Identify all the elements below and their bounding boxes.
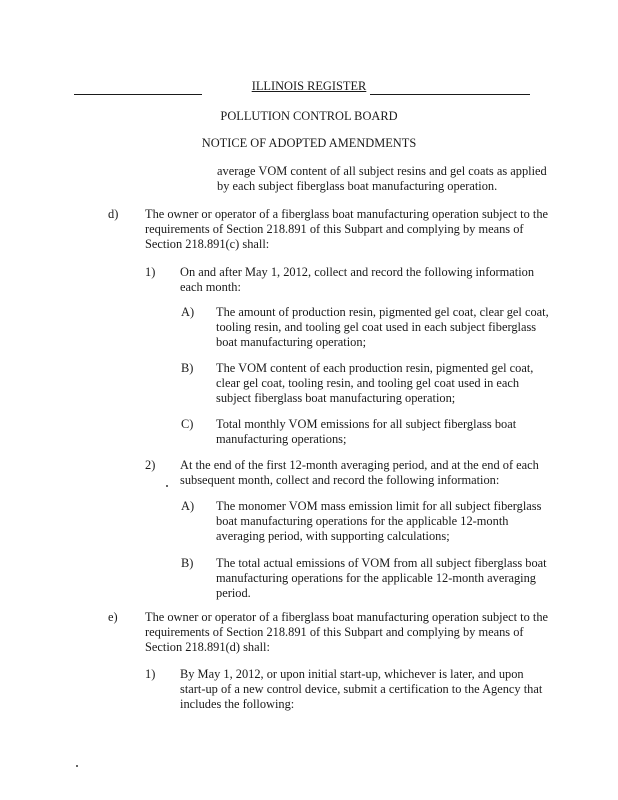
subitem-text: manufacturing operations for the applicable 12-month averaging bbox=[216, 571, 536, 585]
subitem-text: The amount of production resin, pigmented gel coat, clear gel coat, bbox=[216, 305, 549, 319]
header-rule-right bbox=[370, 94, 530, 95]
subitem-text: The VOM content of each production resin, pigmented gel coat, bbox=[216, 361, 534, 375]
item-text: At the end of the first 12-month averaging period, and at the end of each bbox=[180, 458, 539, 472]
subitem-label: A) bbox=[181, 499, 195, 513]
subitem-label: C) bbox=[181, 417, 194, 431]
notice-title: NOTICE OF ADOPTED AMENDMENTS bbox=[201, 136, 417, 150]
section-e-text: The owner or operator of a fiberglass boat manufacturing operation subject to the bbox=[145, 610, 549, 624]
section-label-e: e) bbox=[108, 610, 118, 624]
subitem-text: manufacturing operations; bbox=[216, 432, 347, 446]
item-text: subsequent month, collect and record the following information: bbox=[180, 473, 500, 487]
header-rule-left bbox=[74, 94, 202, 95]
subitem-label: A) bbox=[181, 305, 195, 319]
scan-speck bbox=[76, 765, 78, 767]
item-text: On and after May 1, 2012, collect and record the following information bbox=[180, 265, 535, 279]
item-label: 2) bbox=[145, 458, 156, 472]
subitem-text: period. bbox=[216, 586, 251, 600]
item-label: 1) bbox=[145, 667, 156, 681]
subitem-text: Total monthly VOM emissions for all subject fiberglass boat bbox=[216, 417, 517, 431]
item-text: start-up of a new control device, submit a certification to the Agency that bbox=[180, 682, 543, 696]
subitem-text: tooling resin, and tooling gel coat used in each subject fiberglass bbox=[216, 320, 537, 334]
subitem-text: clear gel coat, tooling resin, and tooling gel coat used in each bbox=[216, 376, 520, 390]
subitem-text: boat manufacturing operation; bbox=[216, 335, 367, 349]
subitem-label: B) bbox=[181, 361, 194, 375]
subitem-text: The monomer VOM mass emission limit for all subject fiberglass bbox=[216, 499, 542, 513]
subitem-text: The total actual emissions of VOM from all subject fiberglass boat bbox=[216, 556, 547, 570]
subitem-text: subject fiberglass boat manufacturing operation; bbox=[216, 391, 456, 405]
section-e-text: Section 218.891(d) shall: bbox=[145, 640, 270, 654]
register-title: ILLINOIS REGISTER bbox=[251, 79, 367, 93]
section-e-text: requirements of Section 218.891 of this Subpart and complying by means of bbox=[145, 625, 524, 639]
section-label-d: d) bbox=[108, 207, 119, 221]
section-d-text: The owner or operator of a fiberglass boat manufacturing operation subject to the bbox=[145, 207, 549, 221]
section-d-text: Section 218.891(c) shall: bbox=[145, 237, 270, 251]
item-text: By May 1, 2012, or upon initial start-up, whichever is later, and upon bbox=[180, 667, 524, 681]
subitem-label: B) bbox=[181, 556, 194, 570]
board-name: POLLUTION CONTROL BOARD bbox=[220, 109, 398, 123]
item-text: each month: bbox=[180, 280, 241, 294]
continuation-line: by each subject fiberglass boat manufacturing operation. bbox=[217, 179, 498, 193]
subitem-text: boat manufacturing operations for the applicable 12-month bbox=[216, 514, 509, 528]
section-d-text: requirements of Section 218.891 of this Subpart and complying by means of bbox=[145, 222, 524, 236]
subitem-text: averaging period, with supporting calculations; bbox=[216, 529, 450, 543]
scan-speck bbox=[166, 485, 168, 487]
continuation-line: average VOM content of all subject resins and gel coats as applied bbox=[217, 164, 547, 178]
item-label: 1) bbox=[145, 265, 156, 279]
item-text: includes the following: bbox=[180, 697, 295, 711]
